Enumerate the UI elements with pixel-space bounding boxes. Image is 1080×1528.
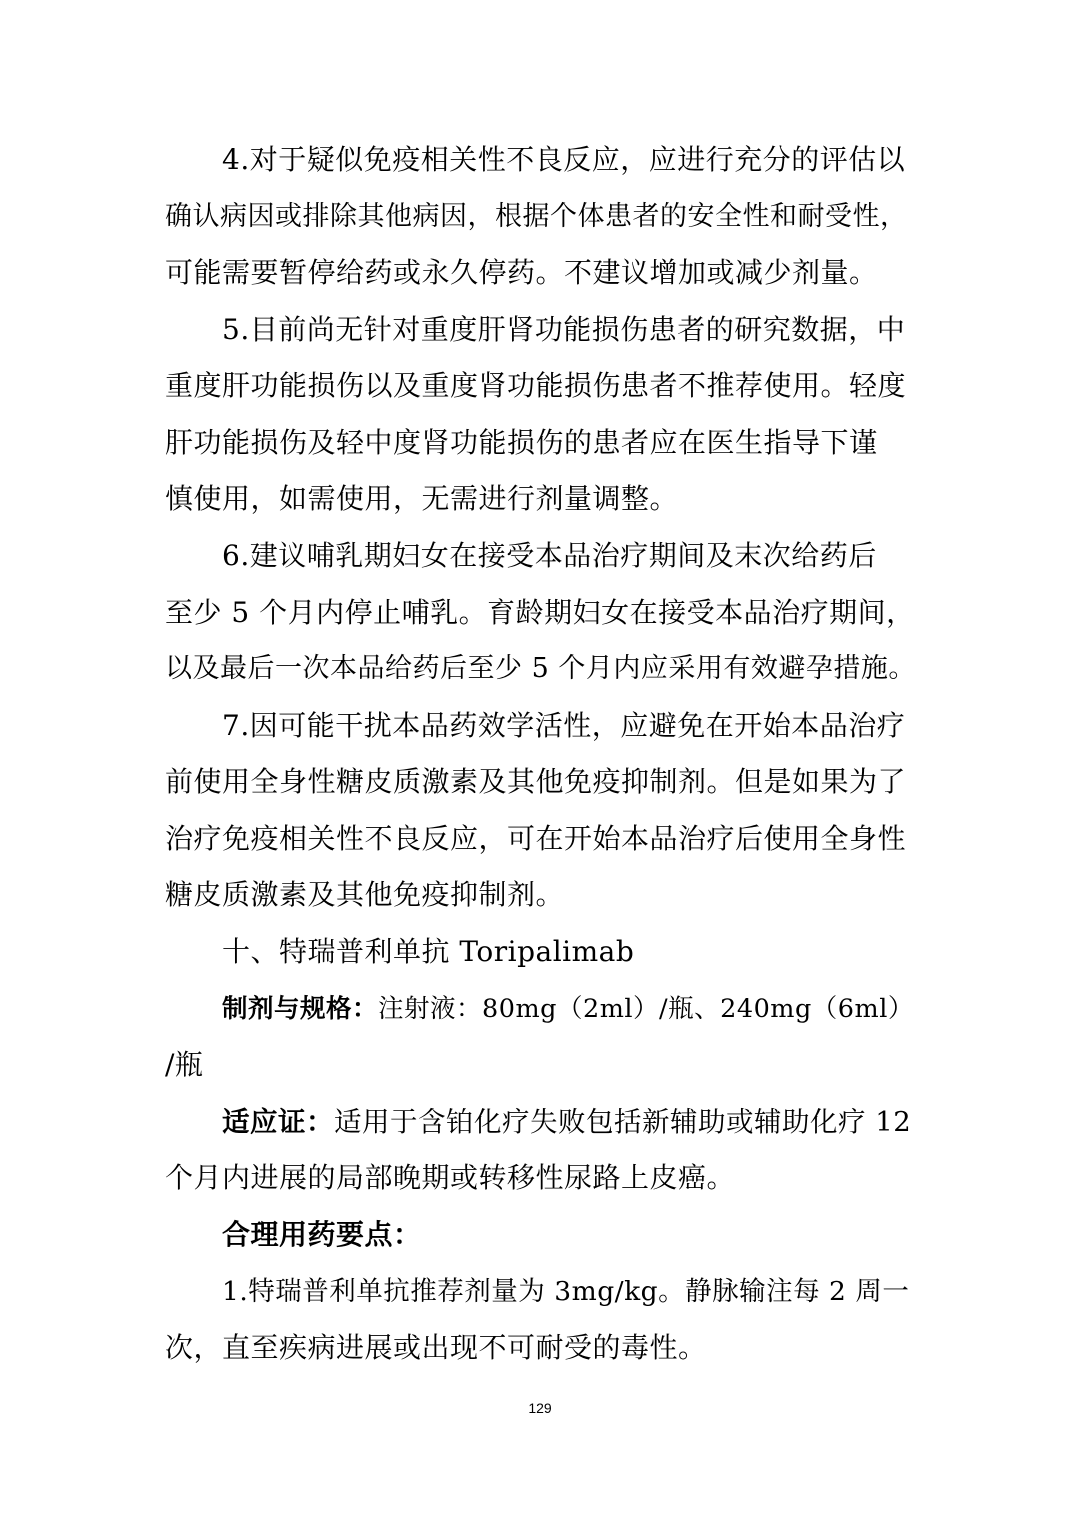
paragraph-4-line-1: 4.对于疑似免疫相关性不良反应，应进行充分的评估以 <box>222 143 906 176</box>
formulation-line <box>222 992 914 1026</box>
key-point-1-line-2: 次，直至疾病进展或出现不可耐受的毒性。 <box>165 1331 707 1364</box>
paragraph-7-line-4: 糖皮质激素及其他免疫抑制剂。 <box>165 878 565 911</box>
paragraph-4-line-2: 确认病因或排除其他病因，根据个体患者的安全性和耐受性， <box>165 201 908 232</box>
section-heading: 十、特瑞普利单抗 Toripalimab <box>222 935 635 968</box>
paragraph-6-line-3: 以及最后一次本品给药后至少 5 个月内应采用有效避孕措施。 <box>165 653 916 684</box>
paragraph-7-line-3: 治疗免疫相关性不良反应，可在开始本品治疗后使用全身性 <box>165 822 907 855</box>
paragraph-7-line-1: 7.因可能干扰本品药效学活性，应避免在开始本品治疗 <box>222 709 906 742</box>
key-point-1-line-1: 1.特瑞普利单抗推荐剂量为 3mg/kg。静脉输注每 2 周一 <box>222 1276 910 1307</box>
page-number: 129 <box>528 1400 552 1416</box>
indication-continuation: 个月内进展的局部晚期或转移性尿路上皮癌。 <box>165 1161 736 1194</box>
indication-line <box>222 1105 911 1139</box>
paragraph-4-line-3: 可能需要暂停给药或永久停药。不建议增加或减少剂量。 <box>165 256 878 289</box>
indication-label: 适应证： <box>222 1106 334 1138</box>
formulation-text: 注射液：80mg（2ml）/瓶、240mg（6ml） <box>378 994 914 1024</box>
paragraph-6-line-1: 6.建议哺乳期妇女在接受本品治疗期间及末次给药后 <box>222 539 877 572</box>
paragraph-5-line-2: 重度肝功能损伤以及重度肾功能损伤患者不推荐使用。轻度 <box>165 369 907 402</box>
formulation-continuation: /瓶 <box>165 1048 204 1081</box>
key-points-heading: 合理用药要点： <box>222 1218 422 1251</box>
indication-text: 适用于含铂化疗失败包括新辅助或辅助化疗 12 <box>334 1106 912 1138</box>
paragraph-5-line-4: 慎使用，如需使用，无需进行剂量调整。 <box>165 482 679 515</box>
paragraph-5-line-1: 5.目前尚无针对重度肝肾功能损伤患者的研究数据，中 <box>222 313 906 346</box>
paragraph-7-line-2: 前使用全身性糖皮质激素及其他免疫抑制剂。但是如果为了 <box>165 765 907 798</box>
paragraph-6-line-2: 至少 5 个月内停止哺乳。育龄期妇女在接受本品治疗期间， <box>165 596 915 629</box>
paragraph-5-line-3: 肝功能损伤及轻中度肾功能损伤的患者应在医生指导下谨 <box>165 426 878 459</box>
formulation-label: 制剂与规格： <box>222 994 379 1024</box>
